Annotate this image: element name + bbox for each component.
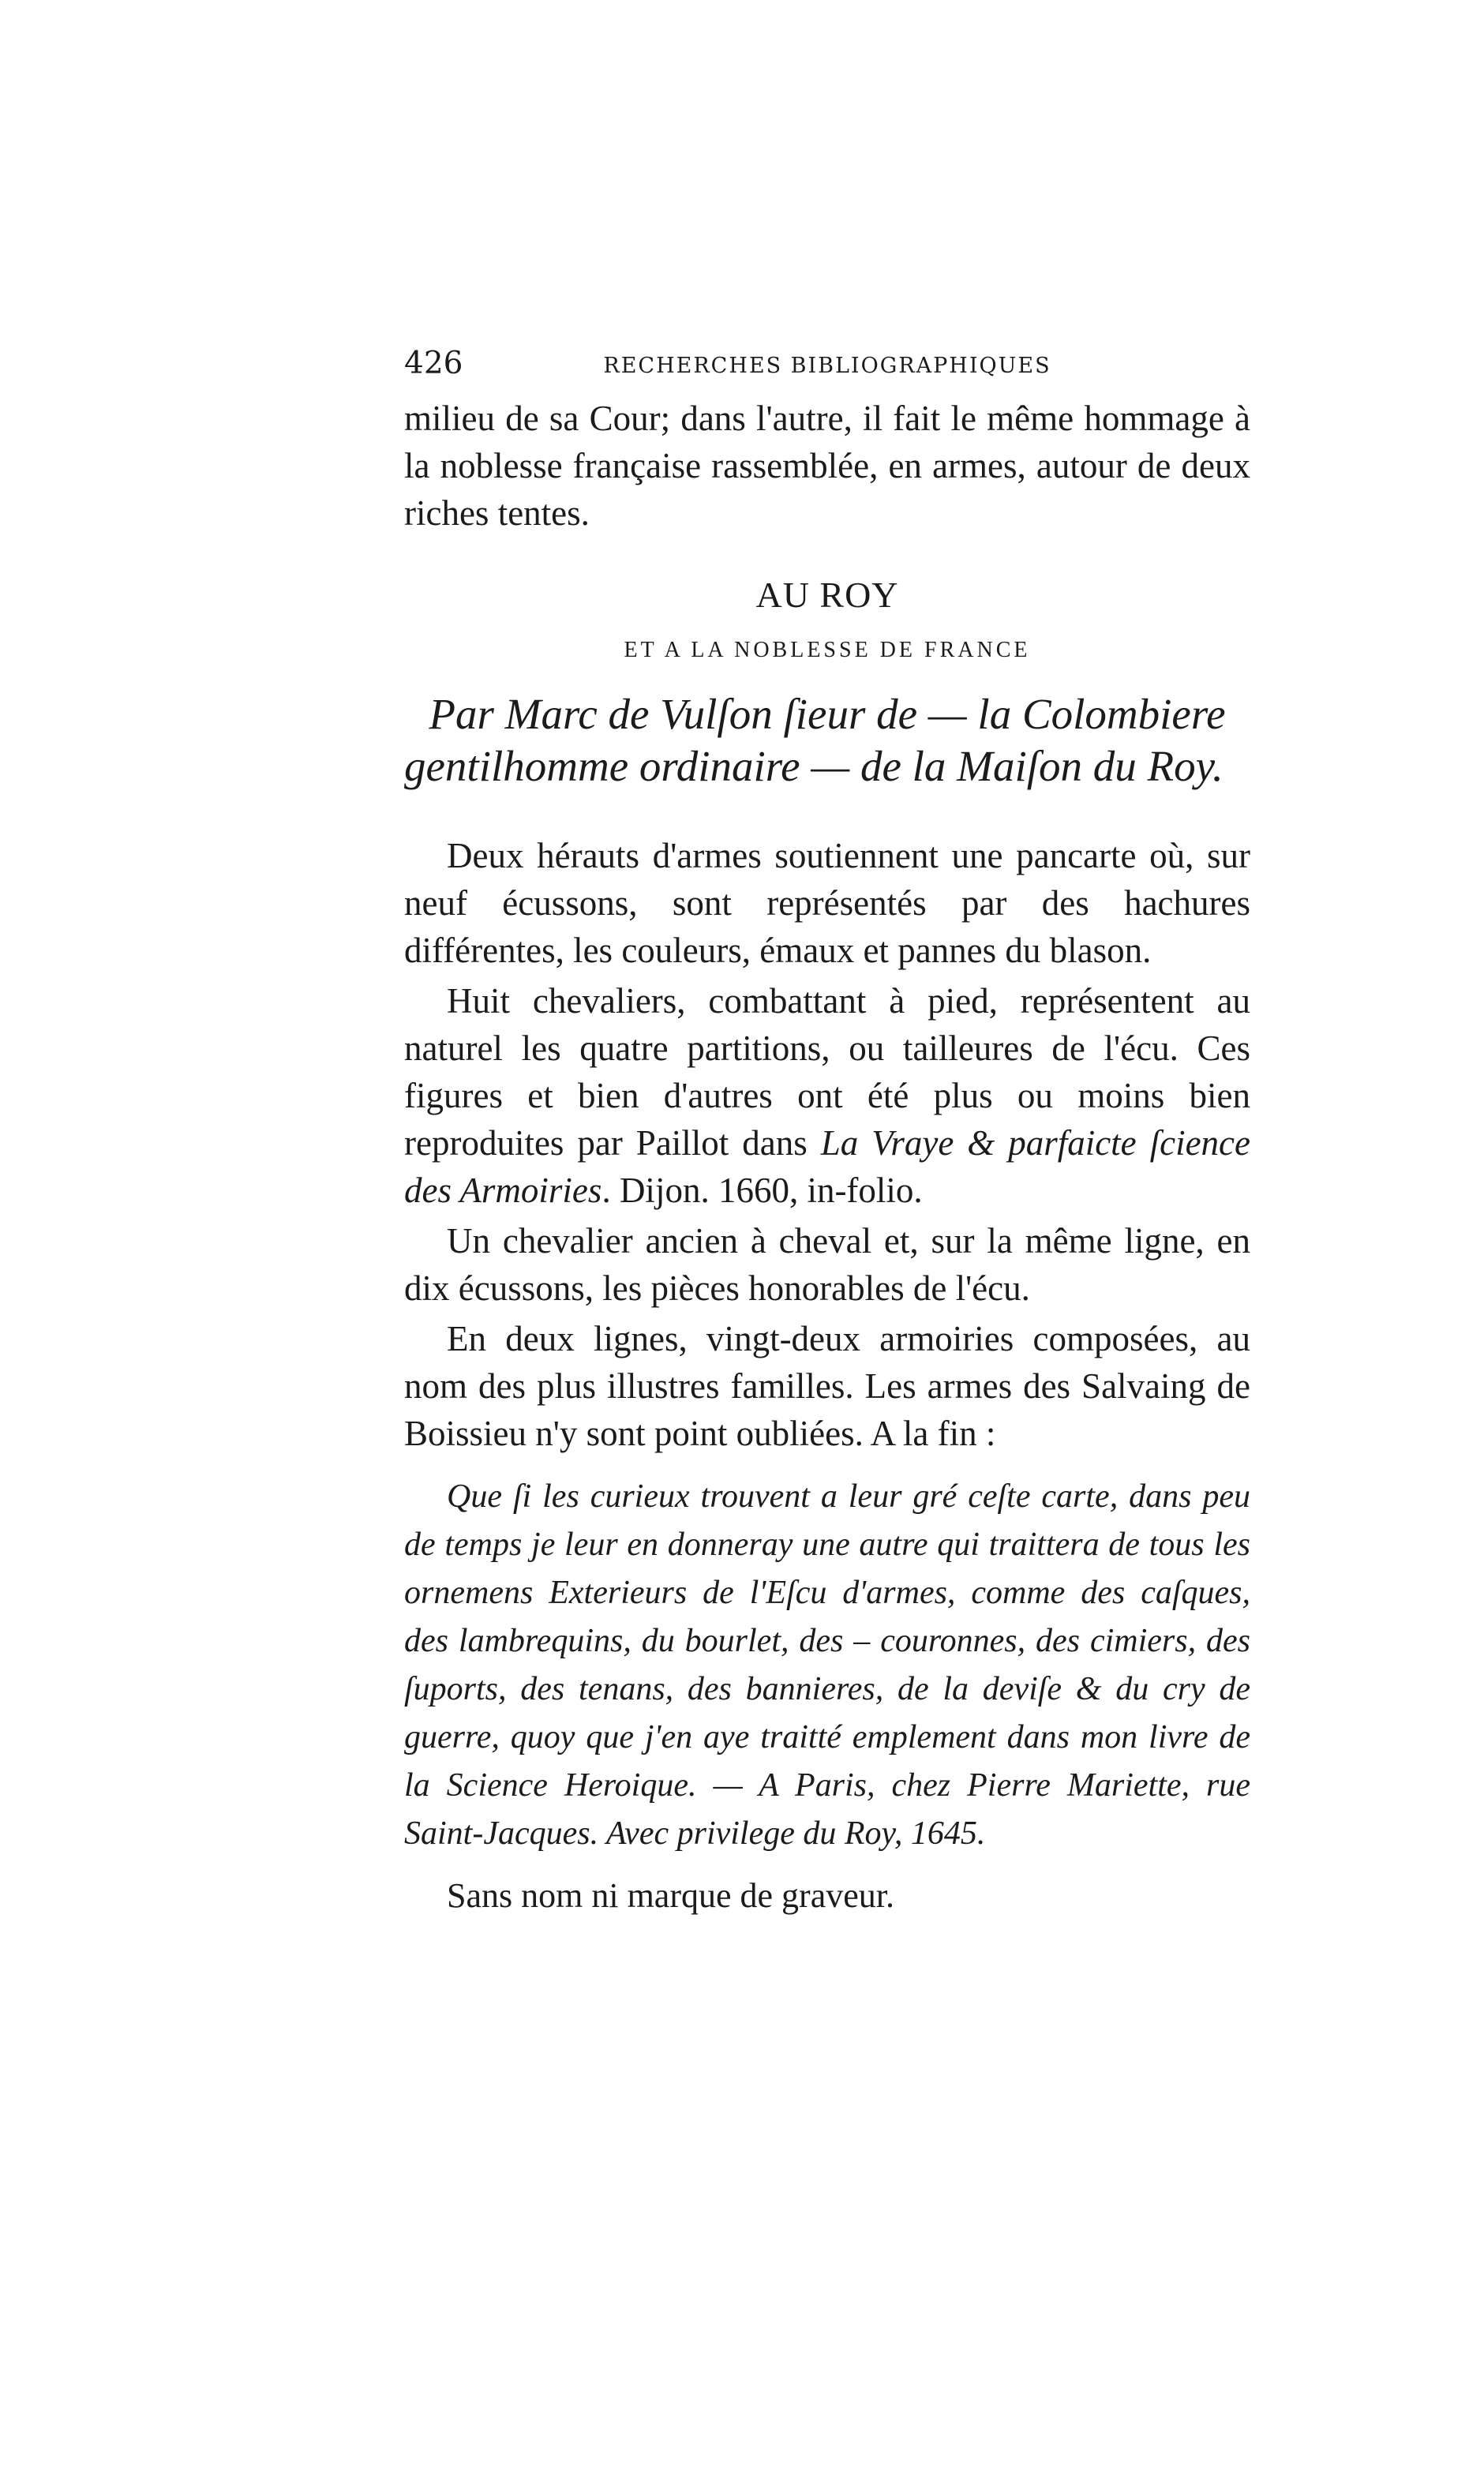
plate-title-author [404,688,1250,792]
book-page [404,339,1250,1920]
plate-title-main: AU ROY [755,575,899,615]
description-body [404,832,1250,1457]
author-line-1: Par Marc de Vulſon ſieur de — la Colombiere [429,690,1226,738]
paragraph-armorials: En deux lignes, vingt-deux armoiries composées, au nom des plus illustres familles. Les armes des Salvaing de Boissieu n'y sont point oubliées. A la fin : [404,1319,1250,1453]
running-head [404,339,1250,395]
page-number: 426 [404,346,463,381]
paragraph-knights [404,977,1250,1214]
intro-paragraph: milieu de sa Cour; dans l'autre, il fait le même hommage à la noblesse française rassemblée, en armes, autour de deux riches tentes. [404,399,1250,533]
paragraph-knights-end: . Dijon. 1660, in-folio. [601,1171,923,1210]
cited-work-title: La Vraye & parfaicte ſcience des Armoiries [404,1123,1251,1210]
plate-title-dedication: ET A LA NOBLESSE DE FRANCE [624,638,1031,662]
paragraph-heralds: Deux hérauts d'armes soutiennent une pancarte où, sur neuf écussons, sont représentés par des hachures différentes, les couleurs, émaux et pannes du blason. [404,836,1250,970]
author-line-2: gentilhomme ordinaire — de la Maiſon du Roy. [404,742,1224,790]
running-title: RECHERCHES BIBLIOGRAPHIQUES [603,354,1051,378]
closing-note: Sans nom ni marque de graveur. [447,1876,894,1915]
quoted-colophon: Que ſi les curieux trouvent a leur gré ceſte carte, dans peu de temps je leur en donneray une autre qui traittera de tous les ornemens Exterieurs de l'Eſcu d'armes, comme des caſques, des lambrequins, du bourlet, des – couronnes, des cimiers, des ſuports, des tenans, des bannieres, de la deviſe & du cry de guerre, quoy que j'en aye traitté emplement dans mon livre de la Science Heroique. — A Paris, chez Pierre Mariette, rue Saint-Jacques. Avec privilege du Roy, 1645. [404,1478,1250,1852]
paragraph-horseman: Un chevalier ancien à cheval et, sur la même ligne, en dix écussons, les pièces honorables de l'écu. [404,1221,1250,1308]
paragraph-knights-start: Huit chevaliers, combattant à pied, représentent au naturel les quatre partitions, ou tailleures de l'écu. Ces figures et bien d'autres ont été plus ou moins bien reproduites par Paillot dans [404,981,1250,1163]
